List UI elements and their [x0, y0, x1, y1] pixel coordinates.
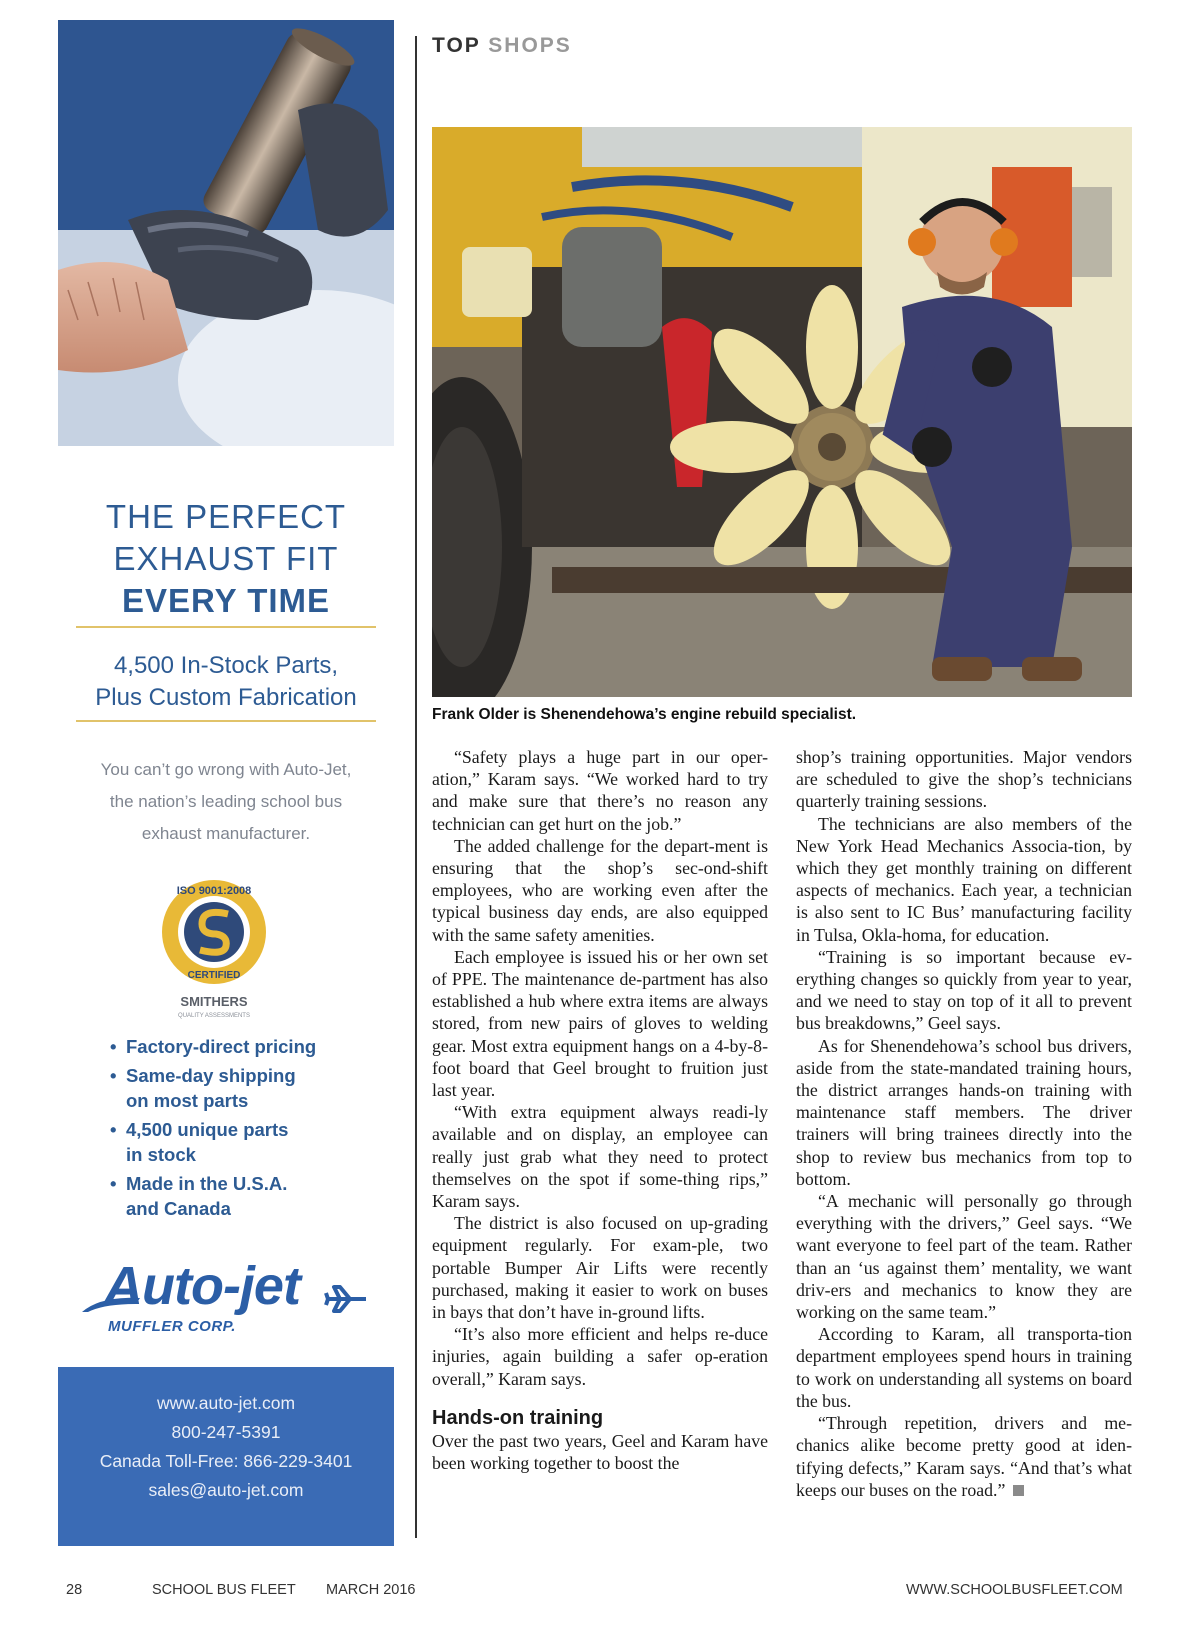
paragraph-final-text: “Through repetition, drivers and me-chanics alike become pretty good at iden-tifying defects,” Karam says. “And that’s what keeps our buses on the road.” [796, 1413, 1132, 1500]
paragraph: “Safety plays a huge part in our oper-ation,” Karam says. “We worked hard to try and make sure that there’s no reason any technician can get hurt on the job.” [432, 747, 768, 834]
publication-website-link[interactable]: WWW.SCHOOLBUSFLEET.COM [906, 1582, 1123, 1598]
ad-photo-exhaust-pipe-glove [58, 20, 394, 446]
paragraph: As for Shenendehowa’s school bus drivers, aside from the state-mandated training hours, the district arranges hands-on training with maintenance staff members. The driver trainers will bring trainees directly into the shop to review bus mechanics from top to bottom. [796, 1035, 1132, 1189]
ad-feature-item: • Made in the U.S.A. and Canada [110, 1171, 380, 1221]
ad-feature-item: • Same-day shipping on most parts [110, 1063, 380, 1113]
ad-subhead-line2: Plus Custom Fabrication [95, 684, 357, 711]
ad-body-line1: You can’t go wrong with Auto-Jet, [100, 760, 352, 779]
paragraph: The added challenge for the depart-ment is ensuring that the shop’s sec-ond-shift employees, who are working even after the typical business day ends, are also equipped with the same safety amenities. [432, 835, 768, 945]
ad-body-line3: exhaust manufacturer. [141, 824, 311, 843]
ad-canada-phone: Canada Toll-Free: 866-229-3401 [99, 1451, 353, 1471]
section-label-part1: TOP [432, 34, 481, 57]
ad-divider-top [76, 626, 376, 628]
paragraph: According to Karam, all transporta-tion department employees spend hours in training to work on understanding all systems on board the bus. [796, 1324, 1132, 1411]
ad-feature-item: • Factory-direct pricing [110, 1034, 380, 1059]
iso-issuer-sub-text: QUALITY ASSESSMENTS [178, 1013, 250, 1019]
ad-contact-block [58, 1367, 394, 1546]
ad-feature-list [110, 1034, 380, 1225]
advertisement-auto-jet [58, 20, 394, 1546]
paragraph: “Training is so important because ev-erything changes so quickly from year to year, and we need to stay on top of it all to prevent bus breakdowns,” Geel says. [796, 946, 1132, 1034]
iso-certified-text: CERTIFIED [187, 970, 241, 981]
article-column-2 [796, 746, 1132, 1501]
column-divider [415, 36, 417, 1538]
mechanic-working-on-bus-engine-illustration [432, 127, 1132, 697]
issue-date: MARCH 2016 [326, 1582, 416, 1598]
photo-caption: Frank Older is Shenendehowa’s engine rebuild specialist. [432, 706, 857, 723]
iso-certification-badge [158, 878, 270, 1028]
ad-website-link[interactable]: www.auto-jet.com [156, 1393, 296, 1413]
paragraph: shop’s training opportunities. Major vendors are scheduled to give the shop’s technicians quarterly training sessions. [796, 747, 1132, 812]
paragraph: “It’s also more efficient and helps re-duce injuries, again building a safer op-eration overall,” Karam says. [432, 1324, 768, 1389]
article-column-1 [432, 746, 768, 1474]
section-subhead: Hands-on training [432, 1406, 604, 1429]
iso-seal-icon [158, 878, 270, 1028]
ad-subhead [58, 650, 394, 714]
article-photo-engine-rebuild [432, 127, 1132, 697]
ad-subhead-line1: 4,500 In-Stock Parts, [113, 652, 339, 679]
paragraph: “A mechanic will personally go through everything with the drivers,” Geel says. “We want everyone to feel part of the team. Rather than an ‘us against them’ mentality, we want driv-ers and mechanics to know they are working on the same team.” [796, 1191, 1132, 1323]
ad-divider-bottom [76, 720, 376, 722]
ad-body-text [58, 754, 394, 850]
page-number: 28 [66, 1582, 83, 1598]
ad-headline-line2: EXHAUST FIT [113, 540, 339, 577]
paragraph-final [796, 1412, 1132, 1501]
ad-email-link[interactable]: sales@auto-jet.com [148, 1480, 304, 1500]
airplane-icon [324, 1284, 368, 1314]
paragraph: The district is also focused on up-grading equipment regularly. For exam-ple, two portable Bumper Air Lifts were recently purchased, making it easier to work on buses in bays that don’t have in-ground lifts. [432, 1213, 768, 1323]
paragraph: The technicians are also members of the New York Head Mechanics Associa-tion, by which they get monthly training on different aspects of mechanics. Each year, a technician is also sent to IC Bus’ manufacturing facility in Tulsa, Okla-homa, for education. [796, 813, 1132, 945]
ad-feature-item: • 4,500 unique parts in stock [110, 1117, 380, 1167]
gloved-hand-holding-pipe-illustration [58, 20, 394, 446]
logo-wordmark: Auto-jet [104, 1256, 300, 1316]
ad-body-line2: the nation’s leading school bus [109, 792, 343, 811]
section-label [432, 34, 572, 58]
ad-phone: 800-247-5391 [171, 1422, 281, 1442]
paragraph: Each employee is issued his or her own set of PPE. The maintenance de-partment has also established a hub where extra items are always stored, from new pairs of gloves to welding gear. Most extra equipment hangs on a 4-by-8-foot board that Geel brought to fruition just last year. [432, 946, 768, 1101]
logo-subtitle: MUFFLER CORP. [108, 1318, 236, 1335]
publication-name: SCHOOL BUS FLEET [152, 1582, 296, 1598]
end-of-article-icon [1013, 1485, 1024, 1496]
paragraph: Over the past two years, Geel and Karam have been working together to boost the [432, 1430, 768, 1474]
section-label-part2: SHOPS [488, 34, 572, 57]
paragraph: “With extra equipment always readi-ly available and on display, an employee can really just grab what they need to protect themselves on the spot if some-thing rips,” Karam says. [432, 1102, 768, 1212]
iso-ring-text: ISO 9001:2008 [176, 885, 252, 897]
iso-issuer-text: SMITHERS [180, 994, 248, 1009]
ad-headline-line3: EVERY TIME [121, 582, 331, 619]
auto-jet-logo [80, 1256, 370, 1346]
ad-headline-line1: THE PERFECT [105, 498, 347, 535]
ad-headline [58, 496, 394, 622]
